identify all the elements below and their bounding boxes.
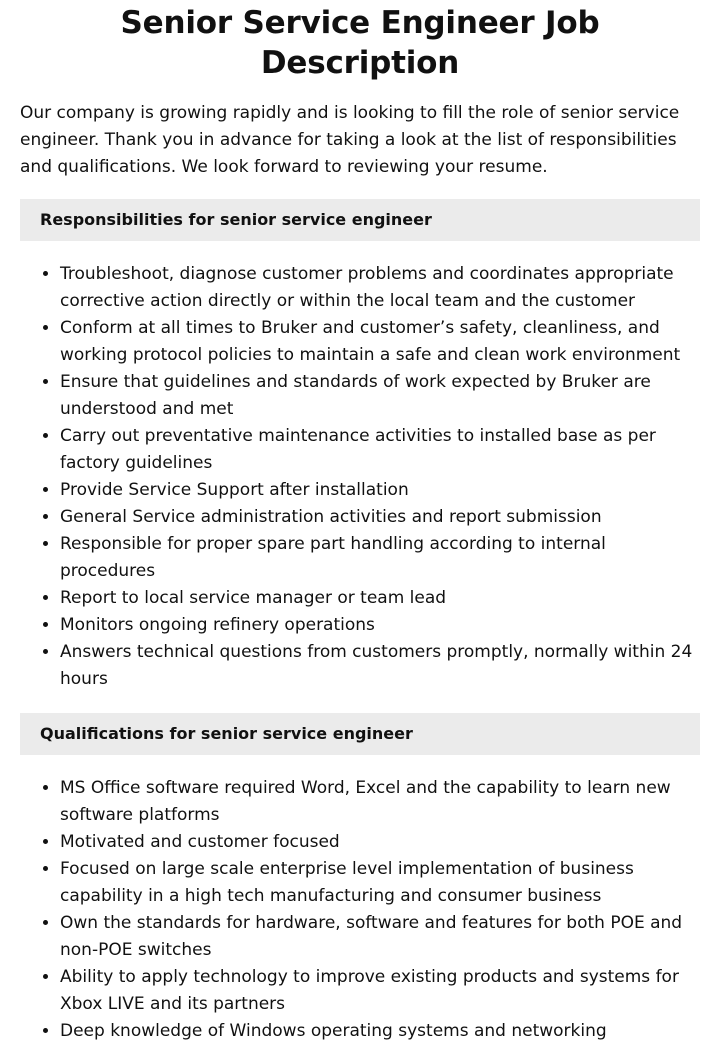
list-item: • Troubleshoot, diagnose customer problems and coordinates appropriate corrective action directly or within the local team and the customer <box>60 261 700 315</box>
list-item: • Answers technical questions from customers promptly, normally within 24 hours <box>60 639 700 693</box>
list-item: • Focused on large scale enterprise level implementation of business capability in a high tech manufacturing and consumer business <box>60 856 700 910</box>
list-item: • Carry out preventative maintenance activities to installed base as per factory guidelines <box>60 423 700 477</box>
intro-paragraph: Our company is growing rapidly and is looking to fill the role of senior service engineer. Thank you in advance for taking a look at the list of responsibilities and qualifications. We look forward to reviewing your resume. <box>20 103 680 177</box>
list-item: • MS Office software required Word, Excel and the capability to learn new software platforms <box>60 775 700 829</box>
list-item: • Report to local service manager or team lead <box>60 585 700 612</box>
list-item: • Conform at all times to Bruker and customer’s safety, cleanliness, and working protocol policies to maintain a safe and clean work environment <box>60 315 700 369</box>
list-item: • General Service administration activities and report submission <box>60 504 700 531</box>
qualifications-list <box>20 775 700 1045</box>
qualifications-heading: Qualifications for senior service engineer <box>20 713 700 755</box>
list-item: • Motivated and customer focused <box>60 829 700 856</box>
list-item: • Provide Service Support after installation <box>60 477 700 504</box>
responsibilities-heading: Responsibilities for senior service engineer <box>20 199 700 241</box>
list-item: • Own the standards for hardware, software and features for both POE and non-POE switches <box>60 910 700 964</box>
list-item: • Responsible for proper spare part handling according to internal procedures <box>60 531 700 585</box>
list-item: • Monitors ongoing refinery operations <box>60 612 700 639</box>
list-item: • Ability to apply technology to improve existing products and systems for Xbox LIVE and its partners <box>60 964 700 1018</box>
list-item: • Deep knowledge of Windows operating systems and networking <box>60 1018 700 1045</box>
page-title: Senior Service Engineer Job Description <box>120 5 600 81</box>
responsibilities-list <box>20 261 700 693</box>
list-item: • Ensure that guidelines and standards of work expected by Bruker are understood and met <box>60 369 700 423</box>
